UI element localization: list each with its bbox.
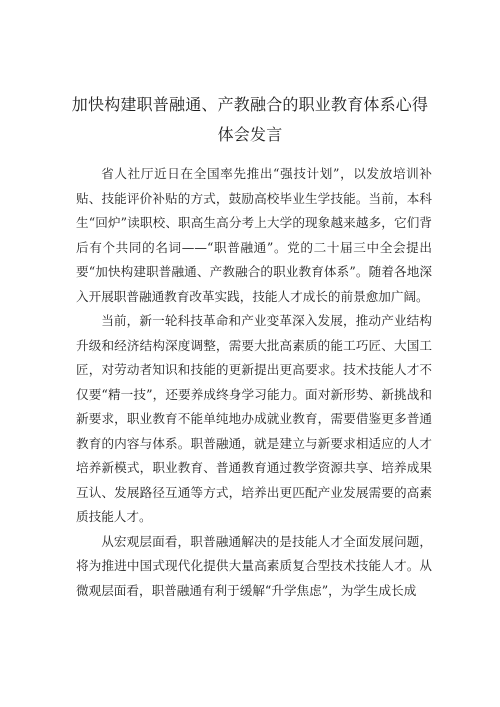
paragraph-1: 省人社厅近日在全国率先推出“强技计划”，以发放培训补贴、技能评价补贴的方式，鼓励高校毕业生学技能。当前，本科生“回炉”读职校、职高生高分考上大学的现象越来越多，它们背后有个共同的名词——“职普融通”。党的二十届三中全会提出要“加快构建职普融通、产教融合的职业教育体系”。随着各地深入开展职普融通教育改革实践，技能人才成长的前景愈加广阔。 xyxy=(76,166,432,304)
paragraph-2: 当前，新一轮科技革命和产业变革深入发展，推动产业结构升级和经济结构深度调整，需要大批高素质的能工巧匠、大国工匠，对劳动者知识和技能的更新提出更高要求。技术技能人才不仅要“精一技”，还要养成终身学习能力。面对新形势、新挑战和新要求，职业教育不能单纯地办成就业教育，需要借鉴更多普通教育的内容与体系。职普融通，就是建立与新要求相适应的人才培养新模式，职业教育、普通教育通过教学资源共享、培养成果互认、发展路径互通等方式，培养出更匹配产业发展需要的高素质技能人才。 xyxy=(76,313,432,524)
document-title: 加快构建职普融通、产教融合的职业教育体系心得体会发言 xyxy=(71,95,429,144)
document-body xyxy=(76,162,432,603)
paragraph-3: 从宏观层面看，职普融通解决的是技能人才全面发展问题，将为推进中国式现代化提供大量高素质复合型技术技能人才。从微观层面看，职普融通有利于缓解“升学焦虑”，为学生成长成 xyxy=(76,533,432,598)
